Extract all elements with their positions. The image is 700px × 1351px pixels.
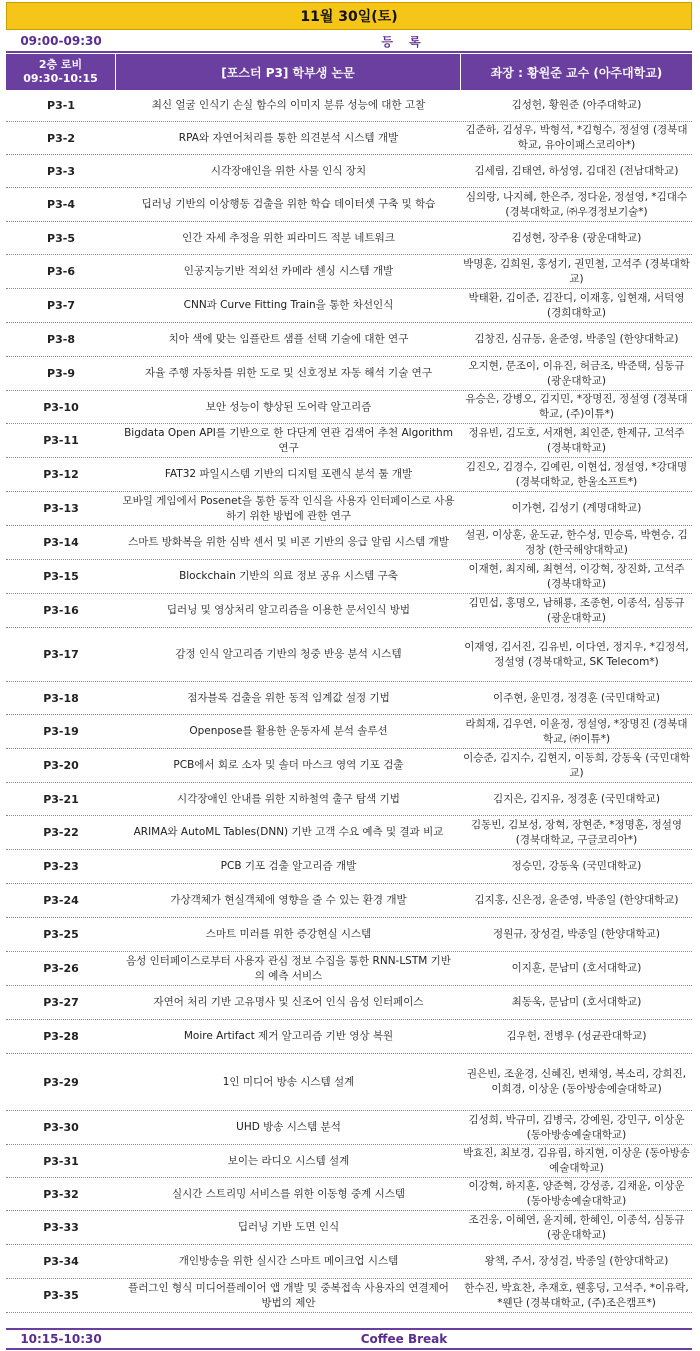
paper-title: 시각장애인을 위한 사물 인식 장치 <box>210 164 367 177</box>
paper-id: P3-23 <box>43 860 79 873</box>
table-row <box>6 255 692 289</box>
paper-id: P3-4 <box>47 198 75 211</box>
paper-authors: 김창진, 심규동, 윤준영, 박종일 (한양대학교) <box>474 333 679 345</box>
session-time-cell <box>6 54 116 90</box>
paper-authors: 이주현, 윤민경, 정경훈 (국민대학교) <box>493 691 660 704</box>
paper-title: 플러그인 형식 미디어플레이어 앱 개발 및 중복접속 사용자의 연결제어 방법의 제안 <box>128 1281 449 1309</box>
paper-title: CNN과 Curve Fitting Train을 통한 차선인식 <box>183 299 394 311</box>
paper-table <box>6 90 692 1313</box>
paper-id: P3-29 <box>43 1075 79 1089</box>
table-row <box>6 1145 692 1178</box>
table-row <box>6 560 692 594</box>
paper-title: 가상객체가 현실객체에 영향을 줄 수 있는 환경 개발 <box>170 894 407 906</box>
paper-title: 개인방송을 위한 실시간 스마트 메이크업 시스템 <box>178 1255 399 1267</box>
paper-title: PCB 기포 검출 알고리즘 개발 <box>220 860 357 872</box>
paper-id: P3-16 <box>43 604 79 617</box>
paper-title: Bigdata Open API를 기반으로 한 다단계 연관 검색어 추천 Algorithm 연구 <box>124 426 453 454</box>
paper-authors: 심의랑, 나지혜, 한은주, 정다윤, 정설영, *김대수 (경북대학교, ㈜우경정보기술*) <box>465 190 688 218</box>
paper-title: 인공지능기반 적외선 카메라 센싱 시스템 개발 <box>183 265 394 277</box>
paper-authors: 박효진, 최보경, 김유림, 하지현, 이상운 (동아방송예술대학교) <box>463 1147 690 1174</box>
paper-authors: 이승준, 김지수, 김현지, 이동희, 강동욱 (국민대학교) <box>463 751 690 779</box>
paper-authors: 설권, 이상훈, 윤도균, 한수성, 민승록, 박현승, 김정창 (한국해양대학교) <box>465 528 688 556</box>
table-row <box>6 952 692 986</box>
date-title: 11월 30일(토) <box>300 9 398 25</box>
registration-time: 09:00-09:30 <box>20 34 102 48</box>
paper-title: Openpose를 활용한 운동자세 분석 솔루션 <box>189 725 388 737</box>
session-time: 09:30-10:15 <box>23 72 98 85</box>
table-row <box>6 155 692 188</box>
paper-id: P3-1 <box>47 99 75 112</box>
table-row <box>6 323 692 357</box>
paper-title: 점자블록 검출을 위한 동적 임계값 설정 기법 <box>187 691 390 704</box>
paper-title: 시각장애인 안내를 위한 지하철역 출구 탐색 기법 <box>177 792 400 805</box>
paper-id: P3-18 <box>43 691 79 705</box>
paper-title: 실시간 스트리밍 서비스를 위한 이동형 중계 시스템 <box>171 1187 406 1200</box>
table-row <box>6 850 692 884</box>
paper-id: P3-5 <box>47 231 75 245</box>
table-row <box>6 1279 692 1313</box>
paper-id: P3-34 <box>43 1255 79 1268</box>
paper-authors: 김동빈, 김보성, 장혁, 장현준, *정명훈, 정설영 (경북대학교, 구글코리아*) <box>470 818 683 846</box>
table-row <box>6 1111 692 1145</box>
paper-authors: 이지훈, 문남미 (호서대학교) <box>511 962 642 974</box>
paper-id: P3-13 <box>43 502 79 515</box>
session-title: [포스터 P3] 학부생 논문 <box>116 54 461 90</box>
paper-authors: 이가현, 김성기 (계명대학교) <box>511 502 642 514</box>
table-row <box>6 1245 692 1279</box>
paper-authors: 김세림, 김태연, 하성영, 김대진 (전남대학교) <box>474 164 679 177</box>
coffee-time: 10:15-10:30 <box>20 1332 102 1346</box>
paper-authors: 정원규, 장성걸, 박종일 (한양대학교) <box>493 928 660 940</box>
paper-authors: 오지현, 문조이, 이유진, 허금조, 박준택, 심동규 (광운대학교) <box>468 359 685 387</box>
table-row <box>6 1020 692 1054</box>
paper-authors: 정승민, 강동욱 (국민대학교) <box>511 860 642 872</box>
paper-id: P3-33 <box>43 1221 79 1234</box>
paper-id: P3-35 <box>43 1289 79 1302</box>
paper-title: 보이는 라디오 시스템 설계 <box>227 1154 350 1167</box>
paper-id: P3-2 <box>47 131 75 145</box>
paper-authors: 김지홍, 신은정, 윤준영, 박종일 (한양대학교) <box>474 894 679 906</box>
table-row <box>6 222 692 255</box>
paper-authors: 조건웅, 이혜연, 윤지혜, 한혜인, 이종석, 심동규 (광운대학교) <box>468 1213 685 1241</box>
paper-title: 인간 자세 추정을 위한 피라미드 적분 네트워크 <box>182 231 395 244</box>
table-row <box>6 188 692 222</box>
paper-title: 모바일 게임에서 Posenet을 통한 동작 인식을 사용자 인터페이스로 사용하기 위한 방법에 관한 연구 <box>122 494 455 522</box>
paper-id: P3-26 <box>43 962 79 975</box>
table-row <box>6 90 692 122</box>
paper-title: 최신 얼굴 인식기 손실 함수의 이미지 분류 성능에 대한 고찰 <box>151 99 426 111</box>
paper-authors: 최동욱, 문남미 (호서대학교) <box>511 996 642 1008</box>
table-row <box>6 715 692 749</box>
paper-authors: 라희재, 김우연, 이윤정, 정설영, *장명진 (경북대학교, ㈜이튜*) <box>465 717 688 745</box>
paper-title: 스마트 방화복을 위한 심박 센서 및 비콘 기반의 응급 알림 시스템 개발 <box>128 536 449 548</box>
paper-authors: 정유빈, 김도호, 서재현, 최인준, 한제규, 고석주 (경북대학교) <box>468 426 685 454</box>
paper-id: P3-24 <box>43 894 79 907</box>
paper-title: UHD 방송 시스템 분석 <box>236 1121 341 1133</box>
paper-authors: 권은빈, 조윤경, 신혜진, 변채영, 복소리, 강희진, 이희경, 이상운 (동아방송예술대학교) <box>466 1068 687 1095</box>
table-row <box>6 1054 692 1111</box>
paper-title: PCB에서 회로 소자 및 솔더 마스크 영역 기포 검출 <box>173 759 404 771</box>
paper-authors: 박명훈, 김희원, 홍성기, 권민철, 고석주 (경북대학교) <box>463 257 690 285</box>
paper-id: P3-12 <box>43 468 79 481</box>
paper-id: P3-28 <box>43 1030 79 1043</box>
table-row <box>6 918 692 952</box>
paper-id: P3-20 <box>43 759 79 772</box>
paper-authors: 김우헌, 전병우 (성균관대학교) <box>506 1030 647 1042</box>
paper-id: P3-32 <box>43 1187 79 1201</box>
paper-authors: 김성현, 장주용 (광운대학교) <box>511 231 642 244</box>
paper-authors: 이재현, 최지혜, 최현석, 이강혁, 장진화, 고석주 (경북대학교) <box>468 562 685 590</box>
paper-title: 음성 인터페이스로부터 사용자 관심 정보 수집을 통한 RNN-LSTM 기반의 예측 서비스 <box>126 954 451 982</box>
paper-id: P3-10 <box>43 400 79 414</box>
paper-id: P3-22 <box>43 826 79 839</box>
table-row <box>6 122 692 155</box>
paper-authors: 유승은, 강병오, 김지민, *장명진, 정설영 (경북대학교, (주)이튜*) <box>465 393 688 420</box>
session-chair: 좌장 : 황원준 교수 (아주대학교) <box>490 65 663 80</box>
paper-authors: 김성헌, 황원준 (아주대학교) <box>511 99 642 111</box>
table-row <box>6 986 692 1020</box>
table-row <box>6 884 692 918</box>
paper-authors: 김준하, 김성우, 박형석, *김형수, 정설영 (경북대학교, 유아이패스코리아*) <box>465 124 688 151</box>
paper-title: 딥러닝 기반의 이상행동 검출을 위한 학습 데이터셋 구축 및 학습 <box>141 198 436 210</box>
paper-title: 치아 색에 맞는 임플란트 샘플 선택 기술에 대한 연구 <box>168 333 409 345</box>
table-row <box>6 357 692 391</box>
table-row <box>6 1211 692 1245</box>
paper-authors: 박태환, 김이준, 김잔디, 이재홍, 임현재, 서덕영 (경희대학교) <box>468 291 685 319</box>
paper-id: P3-8 <box>47 333 75 346</box>
paper-title: 자율 주행 자동차를 위한 도로 및 신호정보 자동 해석 기술 연구 <box>145 367 432 379</box>
paper-authors: 이강혁, 하지훈, 양준혁, 강성종, 김채윤, 이상운 (동아방송예술대학교) <box>468 1180 685 1207</box>
paper-id: P3-6 <box>47 265 75 278</box>
table-row <box>6 492 692 526</box>
paper-authors: 한수진, 박효찬, 추재호, 웬홍딩, 고석주, *이유락, *웬단 (경북대학교, (주)조은캠프*) <box>464 1281 689 1309</box>
paper-title: 1인 미디어 방송 시스템 설계 <box>222 1075 355 1088</box>
paper-id: P3-19 <box>43 725 79 738</box>
table-row <box>6 289 692 323</box>
paper-title: ARIMA와 AutoML Tables(DNN) 기반 고객 수요 예측 및 결과 비교 <box>133 826 444 838</box>
table-row <box>6 783 692 816</box>
table-row <box>6 628 692 682</box>
coffee-label: Coffee Break <box>360 1332 448 1346</box>
paper-title: 보안 성능이 향상된 도어락 알고리즘 <box>205 400 372 413</box>
paper-id: P3-11 <box>43 434 79 447</box>
paper-id: P3-7 <box>47 299 75 312</box>
paper-id: P3-14 <box>43 536 79 549</box>
paper-title: 자연어 처리 기반 고유명사 및 신조어 인식 음성 인터페이스 <box>153 996 424 1008</box>
session-header <box>6 54 692 90</box>
paper-authors: 김민섭, 홍명오, 남해룡, 조종현, 이종석, 심동규 (광운대학교) <box>468 596 685 624</box>
paper-title: Blockchain 기반의 의료 정보 공유 시스템 구축 <box>179 570 398 582</box>
paper-id: P3-9 <box>47 367 75 380</box>
paper-title: 감정 인식 알고리즘 기반의 청중 반응 분석 시스템 <box>175 648 402 660</box>
paper-title: 딥러닝 기반 도면 인식 <box>237 1221 340 1233</box>
paper-title: 딥러닝 및 영상처리 알고리즘을 이용한 문서인식 방법 <box>166 604 411 616</box>
coffee-break-row <box>6 1328 692 1350</box>
paper-title: FAT32 파일시스템 기반의 디지털 포렌식 분석 툴 개발 <box>164 468 413 480</box>
paper-id: P3-21 <box>43 792 79 806</box>
paper-id: P3-17 <box>43 648 79 661</box>
paper-id: P3-3 <box>47 164 75 178</box>
paper-id: P3-31 <box>43 1154 79 1168</box>
paper-authors: 김지은, 김지유, 정경훈 (국민대학교) <box>493 792 660 805</box>
paper-id: P3-30 <box>43 1121 79 1134</box>
paper-title: 스마트 미러를 위한 증강현실 시스템 <box>205 928 372 940</box>
table-row <box>6 682 692 715</box>
table-row <box>6 1178 692 1211</box>
paper-authors: 김성희, 박규미, 김병국, 강예원, 강민구, 이상운 (동아방송예술대학교) <box>468 1113 685 1141</box>
table-row <box>6 391 692 424</box>
paper-title: Moire Artifact 제거 알고리즘 기반 영상 복원 <box>183 1030 394 1042</box>
paper-authors: 왕책, 주서, 장성걸, 박종일 (한양대학교) <box>484 1255 669 1267</box>
table-row <box>6 594 692 628</box>
table-row <box>6 458 692 492</box>
table-row <box>6 424 692 458</box>
date-banner <box>6 2 692 30</box>
table-row <box>6 749 692 783</box>
table-row <box>6 816 692 850</box>
paper-authors: 김진오, 김경수, 김예린, 이현섭, 정설영, *강대명 (경북대학교, 한울소프트*) <box>465 460 688 488</box>
registration-label: 등 록 <box>381 34 427 49</box>
paper-id: P3-27 <box>43 996 79 1009</box>
paper-authors: 이재영, 김서진, 김유빈, 이다연, 정지우, *김정석, 정설영 (경북대학교, SK Telecom*) <box>464 640 689 668</box>
table-row <box>6 526 692 560</box>
paper-id: P3-25 <box>43 928 79 941</box>
paper-title: RPA와 자연어처리를 통한 의견분석 시스템 개발 <box>178 131 399 144</box>
registration-row <box>6 31 692 53</box>
session-room: 2층 로비 <box>38 58 83 71</box>
paper-id: P3-15 <box>43 570 79 583</box>
